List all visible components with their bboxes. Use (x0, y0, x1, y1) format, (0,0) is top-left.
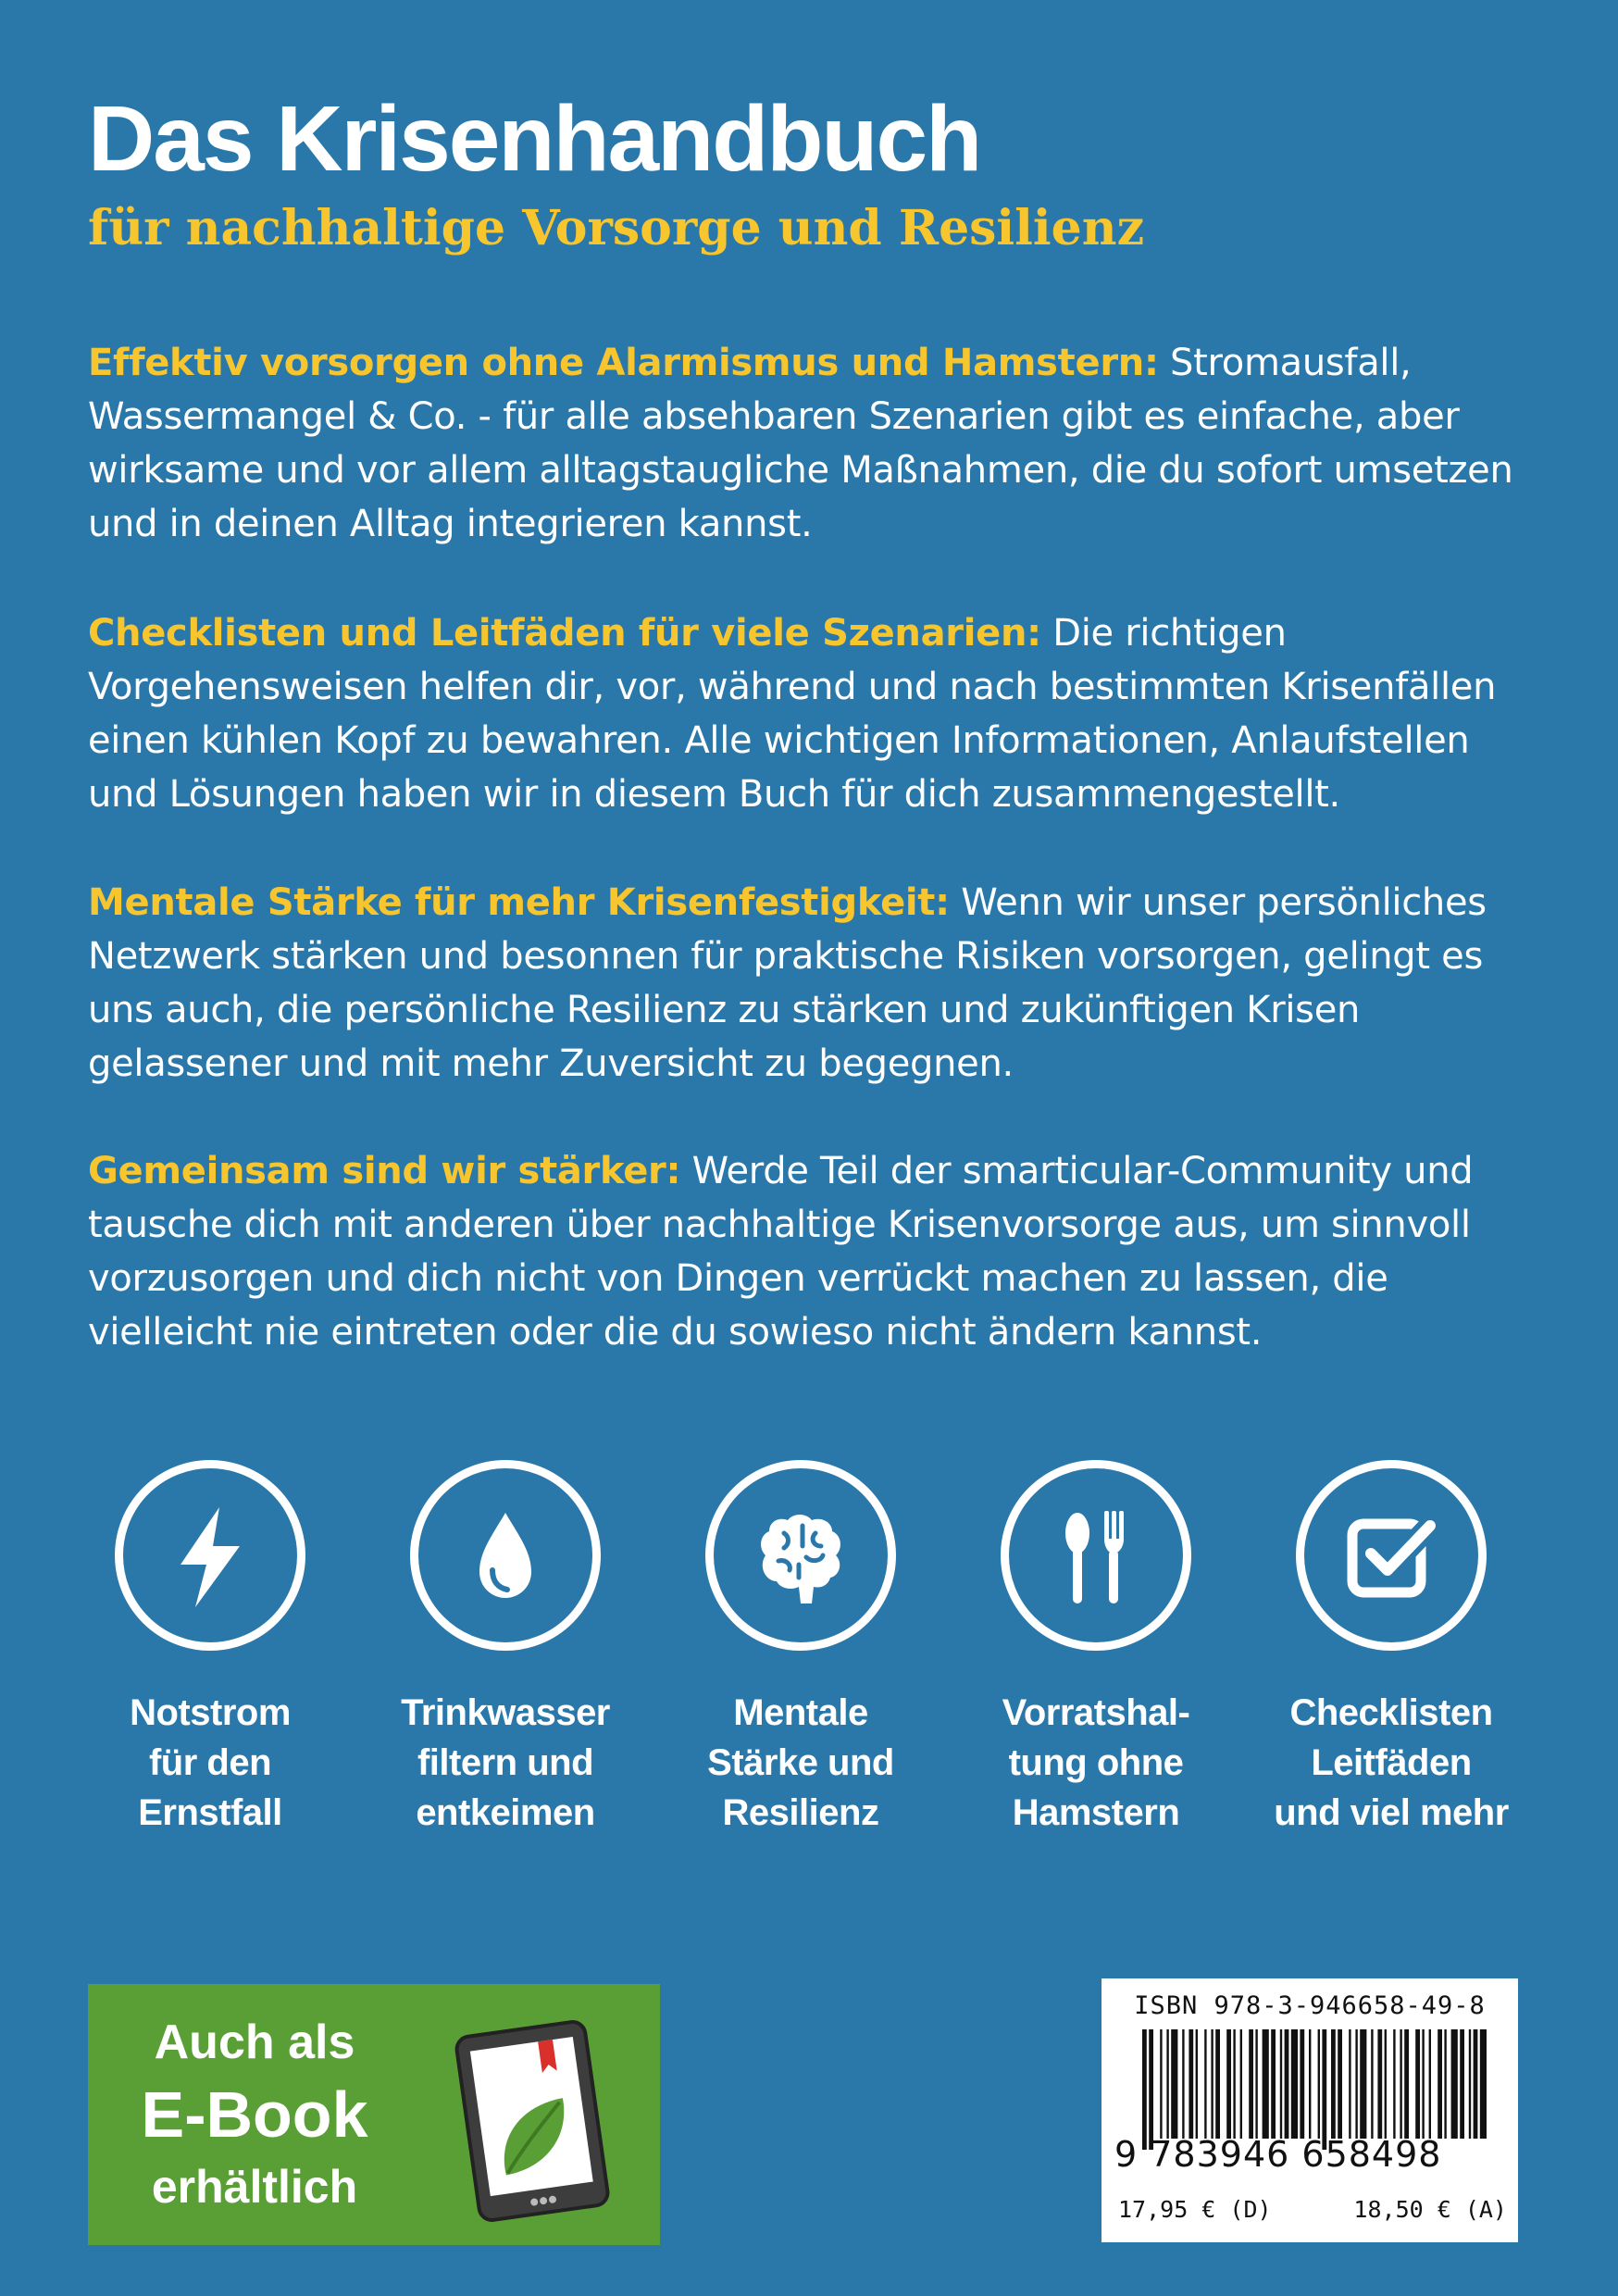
feature-label-checklisten: Checklisten Leitfäden und viel mehr (1274, 1692, 1509, 1833)
water-drop-icon (418, 1468, 592, 1642)
section-paragraph-3 (88, 876, 1532, 1091)
section-text-2: Die richtigen Vorgehensweisen helfen dir, vor, während und nach bestimmten Krisenfällen einen kühlen Kopf zu bewahren. Alle wichtigen Informationen, Anlaufstellen und Lösungen haben wir in diesem Buch für dich zusammengestellt. (88, 612, 1497, 816)
section-paragraph-4 (88, 1144, 1532, 1359)
section-paragraph-2 (88, 606, 1532, 821)
ebook-line-1: Auch als (154, 2015, 355, 2069)
section-lead-4: Gemeinsam sind wir stärker: (88, 1150, 681, 1192)
price-austria: 18,50 € (A) (1353, 2196, 1507, 2223)
feature-mentale-staerke (653, 1460, 949, 1838)
feature-label-vorratshaltung: Vorratshal- tung ohne Hamstern (1002, 1692, 1190, 1833)
feature-label-notstrom: Notstrom für den Ernstfall (130, 1692, 291, 1833)
feature-notstrom (62, 1460, 358, 1838)
barcode-bars (1139, 2029, 1490, 2150)
feature-label-trinkwasser: Trinkwasser filtern und entkeimen (401, 1692, 610, 1833)
ebook-text (88, 2010, 421, 2219)
price-germany: 17,95 € (D) (1118, 2196, 1272, 2223)
ebook-badge (88, 1984, 660, 2245)
section-lead-2: Checklisten und Leitfäden für viele Szenarien: (88, 612, 1041, 655)
section-text-4: Werde Teil der smarticular-Community und tausche dich mit anderen über nachhaltige Krisenvorsorge aus, um sinnvoll vorzusorgen und dich nicht von Dingen verrückt machen zu lassen, die vielleicht nie eintreten oder die du sowieso nicht ändern kannst. (88, 1150, 1474, 1354)
tablet-leaf-icon (440, 2012, 625, 2229)
book-title: Das Krisenhandbuch (88, 87, 981, 191)
brain-icon (714, 1468, 888, 1642)
feature-trinkwasser (357, 1460, 653, 1838)
isbn-text: ISBN 978-3-946658-49-8 (1134, 1991, 1486, 2020)
section-lead-3: Mentale Stärke für mehr Krisenfestigkeit: (88, 881, 950, 924)
cutlery-icon (1009, 1468, 1183, 1642)
book-subtitle: für nachhaltige Vorsorge und Resilienz (88, 200, 1145, 256)
feature-vorratshaltung (948, 1460, 1244, 1838)
ebook-line-3: erhältlich (151, 2161, 358, 2213)
section-paragraph-1 (88, 336, 1532, 551)
feature-checklisten (1243, 1460, 1539, 1838)
section-text-1: Stromausfall, Wassermangel & Co. - für alle absehbaren Szenarien gibt es einfache, aber wirksame und vor allem alltagstaugliche Maßnahmen, die du sofort umsetzen und in deinen Alltag integrieren kannst. (88, 342, 1513, 545)
section-lead-1: Effektiv vorsorgen ohne Alarmismus und Hamstern: (88, 342, 1159, 384)
barcode-digits: 9 783946 658498 (1114, 2134, 1442, 2175)
ebook-line-2: E-Book (141, 2078, 368, 2151)
lightning-icon (123, 1468, 297, 1642)
checkbox-icon (1304, 1468, 1478, 1642)
barcode-box (1101, 1978, 1518, 2242)
feature-icons-row (0, 1460, 1618, 1833)
section-text-3: Wenn wir unser persönliches Netzwerk stärken und besonnen für praktische Risiken vorsorgen, gelingt es uns auch, die persönliche Resilienz zu stärken und zukünftigen Krisen gelassener und mit mehr Zuversicht zu begegnen. (88, 881, 1487, 1085)
feature-label-mentale-staerke: Mentale Stärke und Resilienz (707, 1692, 894, 1833)
